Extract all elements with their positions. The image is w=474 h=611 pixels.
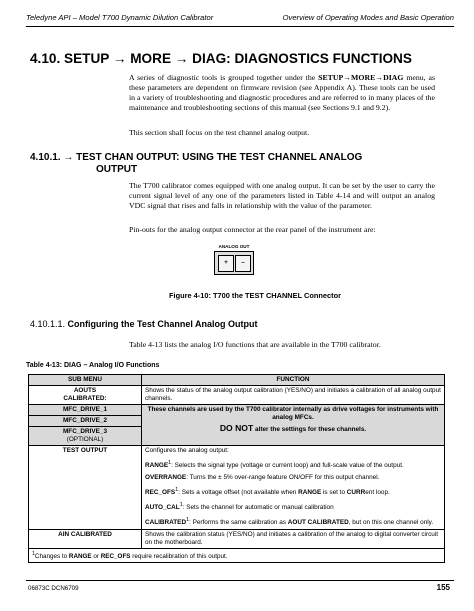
page-header bbox=[26, 13, 454, 22]
table-footnote: $^1$Changes to RANGE or REC_OFS require recalibration of this output. bbox=[29, 548, 445, 562]
submenu-aouts: AOUTS CALIBRATED: bbox=[29, 386, 142, 405]
footer-rule bbox=[26, 580, 454, 581]
table-caption: Table 4-13: DIAG – Analog I/O Functions bbox=[26, 362, 160, 369]
pin-minus: – bbox=[235, 255, 251, 272]
section-title: 4.10. SETUP → MORE → DIAG: DIAGNOSTICS FUNCTIONS bbox=[30, 51, 412, 66]
connector-body bbox=[214, 251, 254, 275]
subsubsection-paragraph: Table 4-13 lists the analog I/O functions that are available in the T700 calibrator. bbox=[129, 340, 381, 349]
footer-doc-id: 06873C DCN6709 bbox=[28, 585, 79, 592]
header-rule bbox=[26, 26, 454, 27]
function-test-output: Configures the analog output: RANGE$^1$: Selects the signal type (voltage or current loop) and full-scale value of the output. OVERRANGE: Turns the ± 5% over-range feature ON/OFF for this output channel. REC_OFS$^1$: Sets a voltage offset (not available when RANGE is set to CURRent loop. AUTO_CAL$^1$: Sets the channel for automatic or manual calibration CALIBRATED$^1$: Performs the same calibration as AOUT CALIBRATED, but on this one channel only. bbox=[142, 446, 445, 530]
function-mfc-drive: These channels are used by the T700 calibrator internally as drive voltages for instruments with analog MFCs. DO NOT alter the settings for these channels. bbox=[142, 405, 445, 446]
column-header-function: FUNCTION bbox=[142, 375, 445, 386]
subsubsection-title: 4.10.1.1. Configuring the Test Channel Analog Output bbox=[30, 319, 258, 329]
table-row bbox=[29, 405, 445, 416]
column-header-submenu: SUB MENU bbox=[29, 375, 142, 386]
submenu-mfc-drive-2: MFC_DRIVE_2 bbox=[29, 416, 142, 427]
submenu-mfc-drive-3: MFC_DRIVE_3 (OPTIONAL) bbox=[29, 427, 142, 446]
table-row bbox=[29, 446, 445, 530]
page-number: 155 bbox=[436, 583, 450, 592]
subsection-title: 4.10.1. → TEST CHAN OUTPUT: USING THE TEST CHANNEL ANALOG OUTPUT bbox=[30, 152, 363, 175]
figure-caption: Figure 4-10: T700 the TEST CHANNEL Connector bbox=[169, 291, 341, 300]
function-ain-calibrated: Shows the calibration status (YES/NO) and initiates a calibration of the analog to digital converter circuit on the motherboard. bbox=[142, 529, 445, 548]
section-paragraph-2: This section shall focus on the test channel analog output. bbox=[129, 128, 310, 137]
function-aouts: Shows the status of the analog output calibration (YES/NO) and initiates a calibration of all analog output channels. bbox=[142, 386, 445, 405]
submenu-ain-calibrated: AIN CALIBRATED bbox=[29, 529, 142, 548]
table-header-row bbox=[29, 375, 445, 386]
subsection-paragraph-2: Pin-outs for the analog output connector at the rear panel of the instrument are: bbox=[129, 225, 376, 234]
pin-plus: + bbox=[218, 255, 234, 272]
header-left: Teledyne API – Model T700 Dynamic Dilution Calibrator bbox=[26, 13, 214, 22]
table-footnote-row bbox=[29, 548, 445, 562]
submenu-test-output: TEST OUTPUT bbox=[29, 446, 142, 530]
connector-label: ANALOG OUT bbox=[218, 244, 250, 249]
section-paragraph-1: A series of diagnostic tools is grouped together under the SETUP→MORE→DIAG menu, as these parameters are dependent on firmware revision (see Appendix A). These tools can be used in a variety of troubleshooting and diagnostic procedures and are referred to in many places of the maintenance and troubleshooting sections of this manual (see Sections 9.1 and 9.2). bbox=[129, 73, 435, 112]
diag-analog-io-table bbox=[28, 374, 445, 563]
analog-out-connector bbox=[213, 244, 255, 275]
subsection-paragraph-1: The T700 calibrator comes equipped with one analog output. It can be set by the user to carry the current signal level of any one of the parameters listed in Table 4-14 and will output an analog VDC signal that rises and falls in relationship with the value of the parameter. bbox=[129, 181, 435, 210]
submenu-mfc-drive-1: MFC_DRIVE_1 bbox=[29, 405, 142, 416]
table-row bbox=[29, 386, 445, 405]
header-right: Overview of Operating Modes and Basic Operation bbox=[282, 13, 454, 22]
table-row bbox=[29, 529, 445, 548]
